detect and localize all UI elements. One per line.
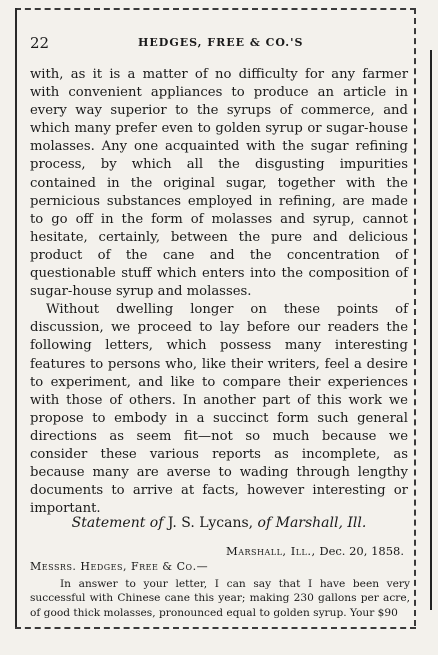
body-text [30,66,408,518]
letter-date: Dec. 20, 1858. [315,544,404,558]
paragraph: Without dwelling longer on these points of discussion, we proceed to lay before our readers the following letters, which possess many interesting features to persons who, like their writers, feel a desire to experiment, and like to compare their experiences with those of others. In another part of this work we propose to embody in a succinct form such general directions as seem fit—not so much because we consider these various reports as incomplete, as because many are averse to wading through lengthy documents to arrive at facts, however interesting or important. [30,302,408,517]
right-border-rule [414,8,416,626]
letter-place: Marshall, Ill., [225,544,316,558]
page-number: 22 [30,34,50,52]
statement-prefix: Statement of [71,515,168,531]
left-border-rule [15,8,17,628]
statement-author: J. S. Lycans, [167,515,254,531]
statement-heading [30,515,408,531]
statement-suffix: of Marshall, Ill. [253,515,367,531]
letter-dateline [30,544,404,558]
paragraph: with, as it is a matter of no difficulty for any farmer with convenient appliances to produce an article in every way superior to the syrups of commerce, and which many prefer even to golden syrup or sugar-house molasses. Any one acquainted with the sugar refining process, by which all the disgusting impurities contained in the original sugar, together with the pernicious substances employed in refining, are made to go off in the form of molasses and syrup, cannot hesitate, certainly, between the pure and delicious product of the cane and the concentration of questionable stuff which enters into the composition of sugar-house syrup and molasses. [30,67,408,300]
page-header [30,34,408,54]
letter-body: In answer to your letter, I can say that I have been very successful with Chinese cane this year; making 230 gallons per acre, of good thick molasses, pronounced equal to golden syrup. Your $90 [30,577,410,619]
outer-right-rule [430,50,432,610]
running-head: HEDGES, FREE & CO.'S [138,36,304,49]
letter [30,560,410,620]
bottom-border-rule [15,627,416,629]
letter-salutation: Messrs. Hedges, Free & Co.— [30,560,209,573]
top-border-rule [15,8,416,10]
